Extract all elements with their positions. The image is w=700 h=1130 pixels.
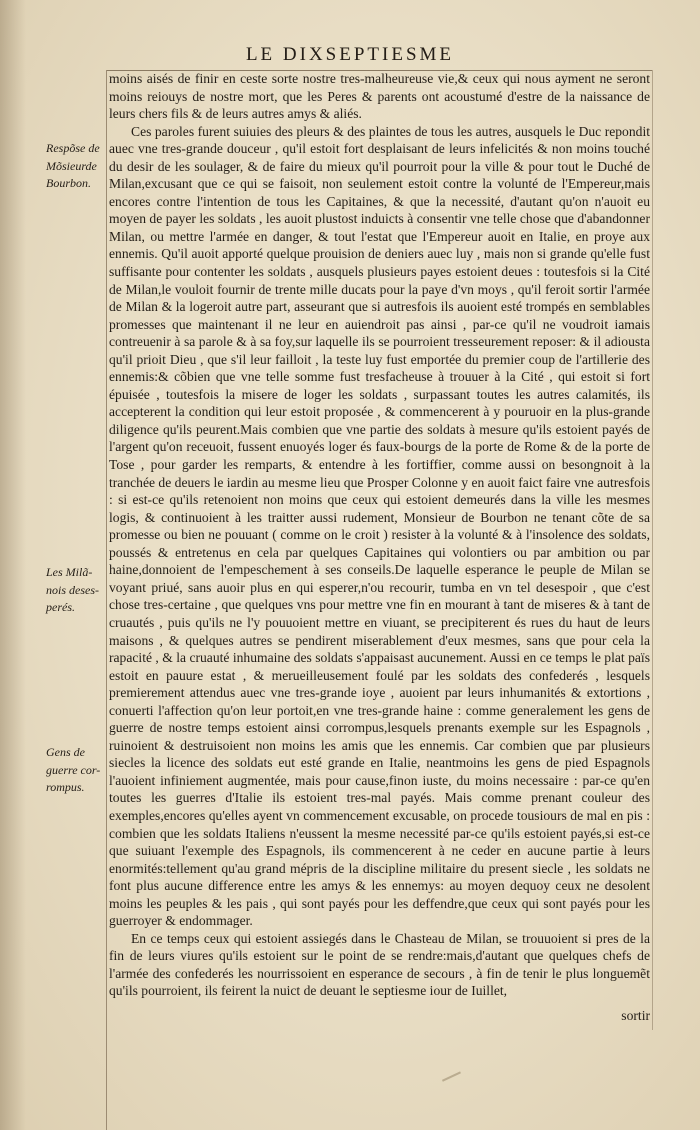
margin-note-line: Gens de	[46, 745, 85, 759]
margin-note-bourbon-response	[46, 140, 106, 193]
margin-note-line: perés.	[46, 600, 75, 614]
margin-note-line: Les Milã-	[46, 565, 93, 579]
margin-note-line: nois deses-	[46, 582, 99, 597]
paragraph-duke-reply: Ces paroles furent suiuies des pleurs & des plaintes de tous les autres, ausquels le Duc repondit auec vne tres-grande douceur , qu'il estoit fort desplaisant de leurs infelicités & non moins touché du desir de les soulager, & de faire du mieux qu'il pourroit pour la ville & pour tout le Duché de Milan,excusant que ce qui se faisoit, non seulement estoit contre la volunté de l'Empereur,mais encores contre l'intention de tous les Capitaines, & que la necessité, d'autant qu'on n'auoit eu moyen de payer les soldats , les auoit plustost induicts à consentir vne telle chose que d'abandonner Milan, ou mettre l'armée en danger, & tout l'estat que l'Empereur auoit en Italie, en proye aux ennemis. Qu'il auoit apporté quelque prouision de deniers auec luy , mais non si grande qu'elle fust suffisante pour contenter les soldats , ausquels plusieurs payes estoient deues : toutesfois si la Cité de Milan,le vouloit fournir de trente mille ducats pour la paye d'vn moys , qu'il feroit sortir l'armée de Milan & la logeroit autre part, asseurant que si autresfois ils auoient esté trompés en semblables promesses que maintenant il ne leur en auiendroit pas ainsi , par-ce qu'il ne voudroit iamais contreuenir à sa parole & à sa foy,sur laquelle ils se pourroient tresseurement reposer: & il adiousta qu'il prioit Dieu , que s'il leur failloit , la teste luy fust emportée du premier coup de l'artillerie des ennemis:& cõbien que vne telle somme fust tresfacheuse à trouuer à la Cité , qui estoit si fort épuisée , toutesfois la misere de loger les soldats , surpassant toutes les autres calamités, ils accepterent la condition qui leur estoit proposée , & commencerent à y pouruoir en la plus-grande diligence qu'ils peurent.Mais combien que vne partie des soldats à mesure qu'ils estoient payés de l'argent qu'on receuoit, fussent enuoyés loger és faux-bourgs de la porte de Rome & de la porte de Tose , pour garder les remparts, & entendre à les fortiffier, comme aussi on besongnoit à la tranchée de deuers le iardin au mesme lieu que Prosper Colonne y en auoit faict faire vne autresfois : si est-ce qu'ils retenoient non moins que ceux qui estoient demeurés dans la ville les mesmes logis, & continuoient à les traitter aussi rudement, Monsieur de Bourbon ne tenant cõte de sa promesse ou bien ne pouuant ( comme on le croit ) resister à la volunté & à l'insolence des soldats, poussés & entretenus en cela par quelques Capitaines qui volontiers ou par ambition ou par haine,donnoient de l'empeschement à ses conseils.De laquelle esperance le peuple de Milan se voyant priué, sans auoir plus en qui esperer,n'ou recourir, tumba en vn tel desespoir , que c'est chose tres-certaine , que quelques vns pour mettre vne fin en mourant à tant de miseres & à tant de cruautés , puis qu'ils ne l'y pouuoient mettre en viuant, se precipiterent és rues du haut de leurs maisons , & quelques autres se pendirent miserablement d'eux mesmes, sans que pour cela la rapacité , & la cruauté inhumaine des soldats s'appaisast aucunement. Aussi en ce temps le plat païs estoit en pauure estat , & merueilleusement foulé par les soldats des confederés , lesquels premierement attendus auec vne tres-grande ioye , auoient par leurs inhumanités & extortions , conuerti l'affection qu'on leur portoit,en vne tres-grande haine : comme generalement les gens de guerre de nostre temps estoient ainsi corrompus,lesquels prenants exemple sur les Espagnols , ruinoient & destruisoient non moins les amis que les ennemis. Car combien que par plusieurs siecles la licence des soldats eut esté grande en Italie, neantmoins les gens de pied Espagnols l'auoient infiniement augmentée, mais pour cause,finon iuste, du moins necessaire : par-ce qu'en toutes les guerres d'Italie ils estoient tres-mal payés. Mais comme prenant couleur des exemples,encores qu'elles ayent vn commencement excusable, on procede tousiours de mal en pis : combien que les soldats Italiens n'eussent la mesme necessité par-ce qu'ils estoient payés,si est-ce que suiuant l'exemple des Espagnols, ils commencerent à ne ceder en aucune partie à leurs enormités:tellement qu'au grand mépris de la discipline militaire du present siecle , les soldats ne font plus aucune difference entre les amys & les ennemys: au moyen dequoy ceux ne desolent moins les peuples & les pais , qui sont payés pour les deffendre,que ceux qui sont payés pour les guerroyer & endommager.	[109, 123, 650, 929]
paragraph-castle-siege: En ce temps ceux qui estoient assiegés dans le Chasteau de Milan, se trouuoient si pres de la fin de leurs viures qu'ils estoient sur le point de se rendre:mais,d'autant que quelques chefs de l'armée des confederés les nourrissoient en esperance de secours , à fin de tenir le plus longuemẽt qu'ils pourroient, ils feirent la nuict de deuant le septiesme iour de Iuillet,	[109, 930, 650, 999]
catchword: sortir	[621, 1008, 650, 1023]
main-text-block	[109, 70, 650, 1000]
faint-show-through	[250, 22, 254, 35]
margin-rule-right	[652, 70, 653, 1030]
spine-shadow	[0, 0, 26, 1130]
margin-note-line: guerre cor-	[46, 762, 101, 777]
margin-rule-left	[106, 70, 107, 1130]
running-head: LE DIXSEPTIESME	[245, 44, 455, 65]
margin-note-milanese-despair	[46, 564, 106, 617]
ink-mark	[442, 1071, 466, 1092]
margin-note-corrupt-soldiers	[46, 744, 106, 797]
margin-note-line: Bourbon.	[46, 176, 91, 190]
paragraph-continuation: moins aisés de finir en ceste sorte nostre tres-malheureuse vie,& ceux qui nous ayment ne seront moins reiouys de nostre mort, que les Peres & parents ont acoustumé d'estre de la naissance de leurs chers fils & de leurs autres amys & aliés.	[109, 71, 650, 122]
margin-note-line: Mõsieurde	[46, 158, 97, 173]
margin-note-line: Respõse de	[46, 141, 100, 155]
margin-note-line: rompus.	[46, 780, 85, 794]
